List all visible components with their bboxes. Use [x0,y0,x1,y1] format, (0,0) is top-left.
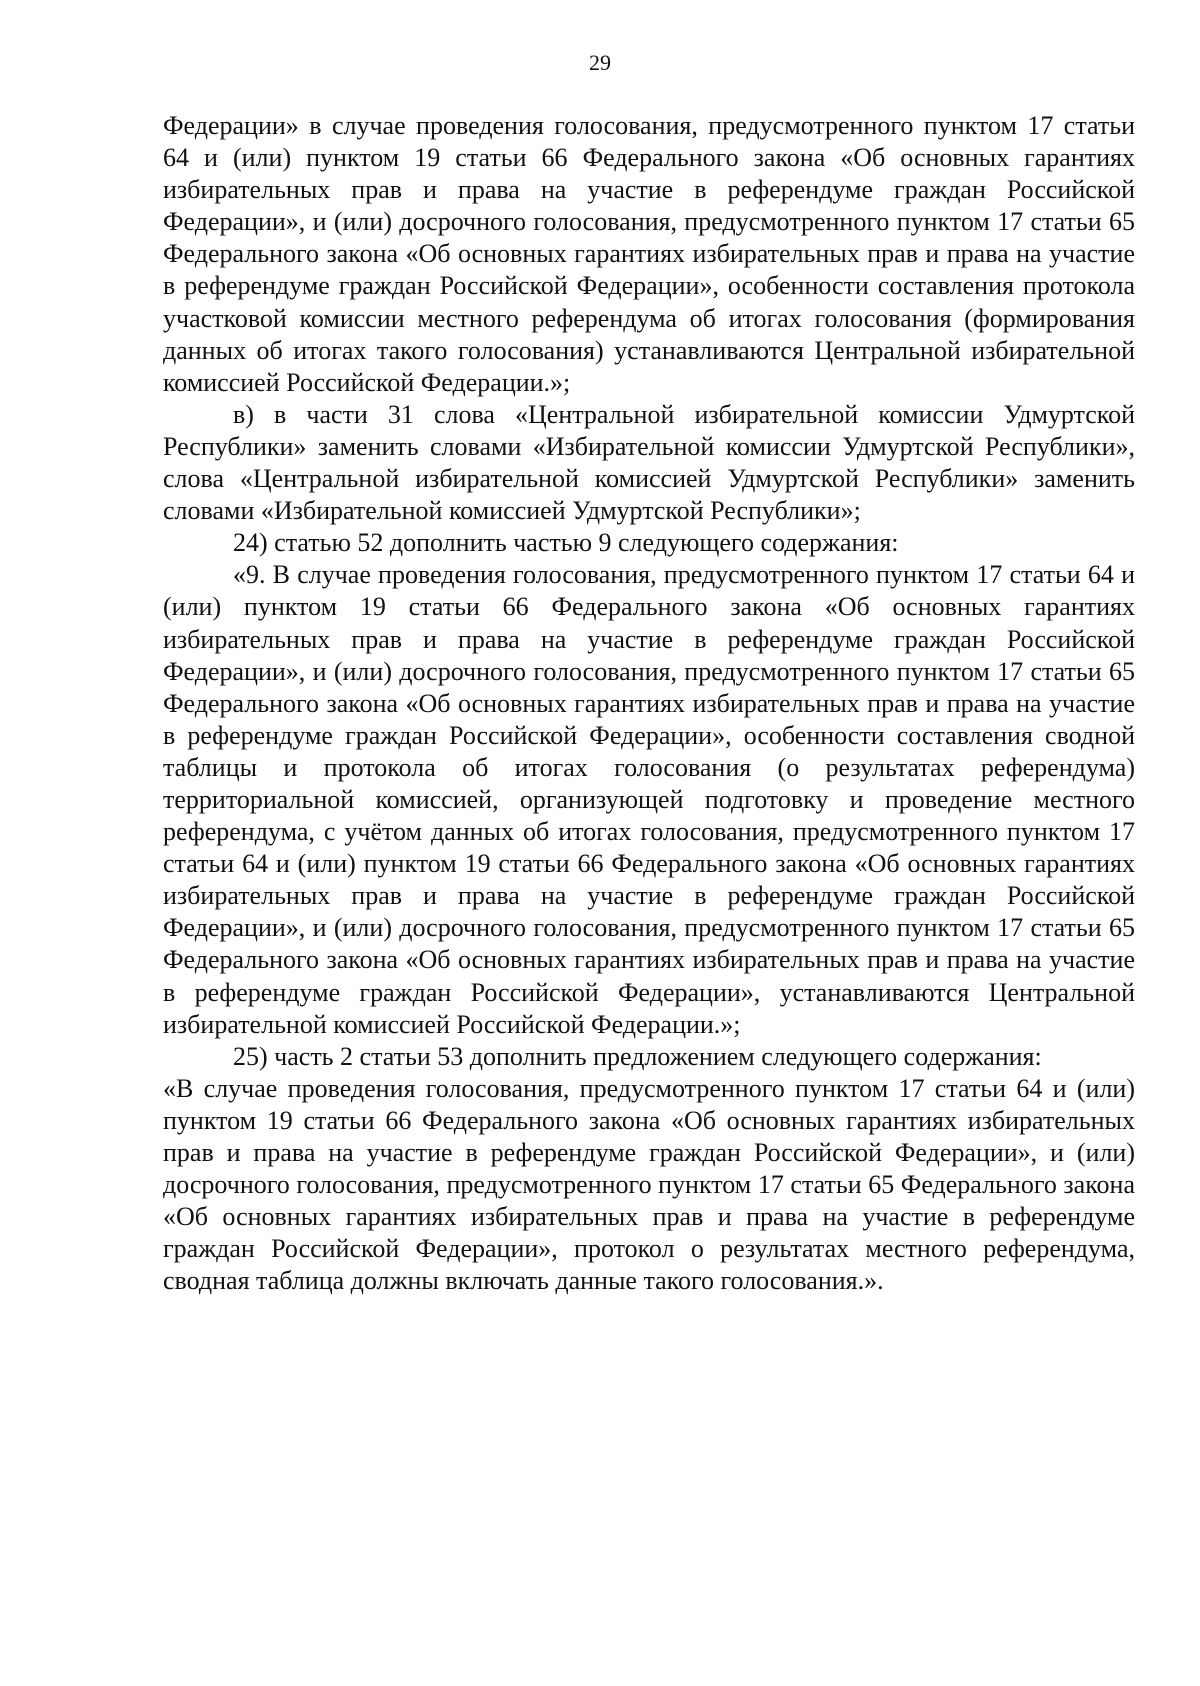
paragraph-added-sentence: «В случае проведения голосования, предусмотренного пунктом 17 статьи 64 и (или) пунктом 19 статьи 66 Федерального закона «Об основных гарантиях избирательных прав и права на участие в референдуме граждан Российской Федерации», и (или) досрочного голосования, предусмотренного пунктом 17 статьи 65 Федерального закона «Об основных гарантиях избирательных прав и права на участие в референдуме граждан Российской Федерации», протокол о результатах местного референдума, сводная таблица должны включать данные такого голосования.». [163,1073,1135,1296]
paragraph-part-9-text: «9. В случае проведения голосования, предусмотренного пунктом 17 статьи 64 и (или) пунктом 19 статьи 66 Федерального закона «Об основных гарантиях избирательных прав и права на участие в референдуме граждан Российской Федерации», и (или) досрочного голосования, предусмотренного пунктом 17 статьи 65 Федерального закона «Об основных гарантиях избирательных прав и права на участие в референдуме граждан Российской Федерации», особенности составления сводной таблицы и протокола об итогах голосования (о результатах референдума) территориальной комиссией, организующей подготовку и проведение местного референдума, с учётом данных об итогах голосования, предусмотренного пунктом 17 статьи 64 и (или) пунктом 19 статьи 66 Федерального закона «Об основных гарантиях избирательных прав и права на участие в референдуме граждан Российской Федерации», и (или) досрочного голосования, предусмотренного пунктом 17 статьи 65 Федерального закона «Об основных гарантиях избирательных прав и права на участие в референдуме граждан Российской Федерации», устанавливаются Центральной избирательной комиссией Российской Федерации.»; [163,560,1135,1039]
paragraph-federation-continuation: Федерации» в случае проведения голосования, предусмотренного пунктом 17 статьи 64 и (или) пунктом 19 статьи 66 Федерального закона «Об основных гарантиях избирательных прав и права на участие в референдуме граждан Российской Федерации», и (или) досрочного голосования, предусмотренного пунктом 17 статьи 65 Федерального закона «Об основных гарантиях избирательных прав и права на участие в референдуме граждан Российской Федерации», особенности составления протокола участковой комиссии местного референдума об итогах голосования (формирования данных об итогах такого голосования) устанавливаются Центральной избирательной комиссией Российской Федерации.»; [163,111,1135,397]
paragraph-item-25: 25) часть 2 статьи 53 дополнить предложением следующего содержания: [233,1041,1042,1071]
document-body [163,110,1135,1297]
page-number: 29 [589,50,611,75]
paragraph-item-24: 24) статью 52 дополнить частью 9 следующего содержания: [233,528,899,558]
paragraph-item-v-part-31: в) в части 31 слова «Центральной избирательной комиссии Удмуртской Республики» заменить словами «Избирательной комиссии Удмуртской Республики», слова «Центральной избирательной комиссией Удмуртской Республики» заменить словами «Избирательной комиссией Удмуртской Республики»; [163,399,1135,526]
